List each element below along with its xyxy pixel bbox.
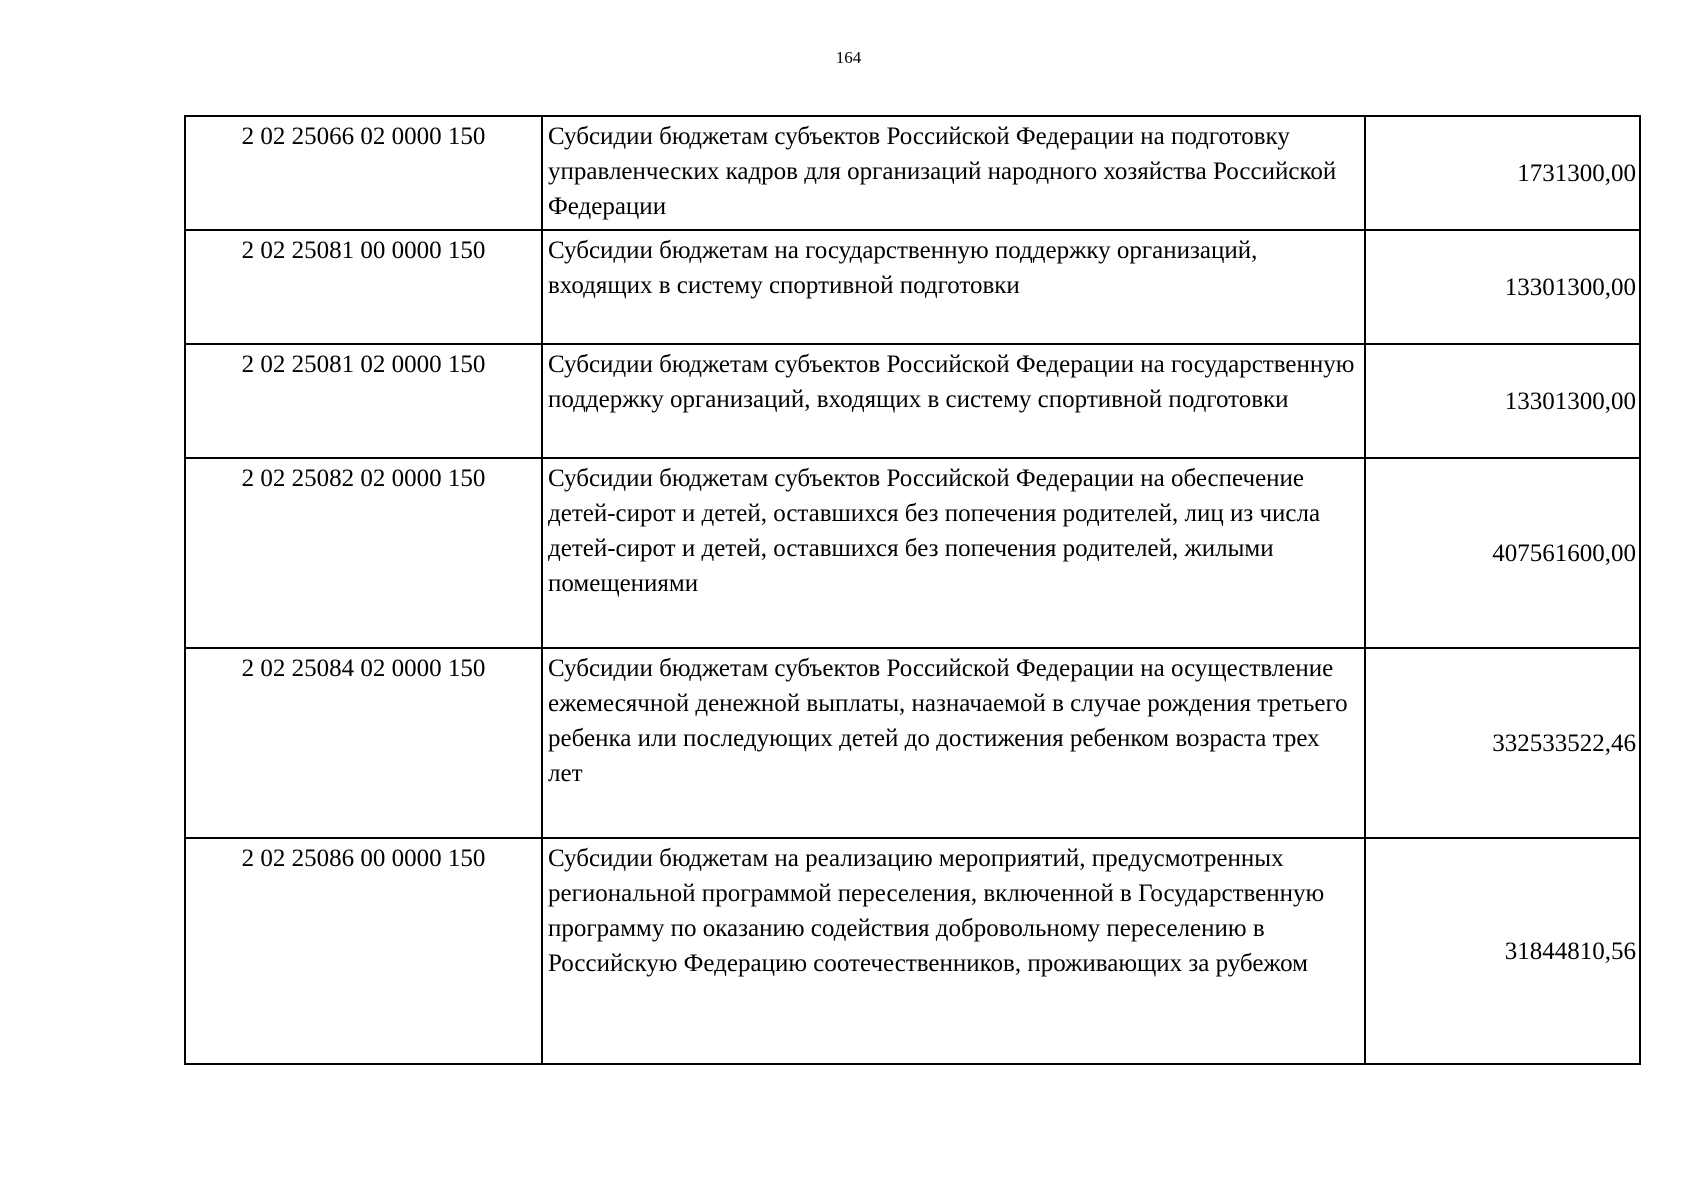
description-cell: Субсидии бюджетам на реализацию мероприятий, предусмотренных региональной программой переселения, включенной в Государственную программу по оказанию содействия добровольному переселению в Российскую Федерацию соотечественников, проживающих за рубежом (542, 838, 1365, 1064)
description-cell: Субсидии бюджетам субъектов Российской Федерации на осуществление ежемесячной денежной выплаты, назначаемой в случае рождения третьего ребенка или последующих детей до достижения ребенком возраста трех лет (542, 648, 1365, 838)
budget-code-cell: 2 02 25086 00 0000 150 (185, 838, 542, 1064)
table-row (185, 648, 1640, 838)
budget-code-cell: 2 02 25066 02 0000 150 (185, 116, 542, 230)
amount-cell: 1731300,00 (1365, 116, 1640, 230)
table-row (185, 230, 1640, 344)
table-row (185, 116, 1640, 230)
budget-code-cell: 2 02 25081 00 0000 150 (185, 230, 542, 344)
description-cell: Субсидии бюджетам субъектов Российской Федерации на подготовку управленческих кадров для организаций народного хозяйства Российской Федерации (542, 116, 1365, 230)
table-row (185, 344, 1640, 458)
amount-cell: 13301300,00 (1365, 230, 1640, 344)
table-row (185, 458, 1640, 648)
budget-code-cell: 2 02 25081 02 0000 150 (185, 344, 542, 458)
description-cell: Субсидии бюджетам субъектов Российской Федерации на государственную поддержку организаций, входящих в систему спортивной подготовки (542, 344, 1365, 458)
budget-table (184, 115, 1641, 1065)
amount-cell: 332533522,46 (1365, 648, 1640, 838)
amount-cell: 31844810,56 (1365, 838, 1640, 1064)
page-number: 164 (835, 48, 862, 67)
budget-code-cell: 2 02 25082 02 0000 150 (185, 458, 542, 648)
description-cell: Субсидии бюджетам субъектов Российской Федерации на обеспечение детей-сирот и детей, оставшихся без попечения родителей, лиц из числа детей-сирот и детей, оставшихся без попечения родителей, жилыми помещениями (542, 458, 1365, 648)
amount-cell: 407561600,00 (1365, 458, 1640, 648)
description-cell: Субсидии бюджетам на государственную поддержку организаций, входящих в систему спортивной подготовки (542, 230, 1365, 344)
table-row (185, 838, 1640, 1064)
budget-code-cell: 2 02 25084 02 0000 150 (185, 648, 542, 838)
amount-cell: 13301300,00 (1365, 344, 1640, 458)
